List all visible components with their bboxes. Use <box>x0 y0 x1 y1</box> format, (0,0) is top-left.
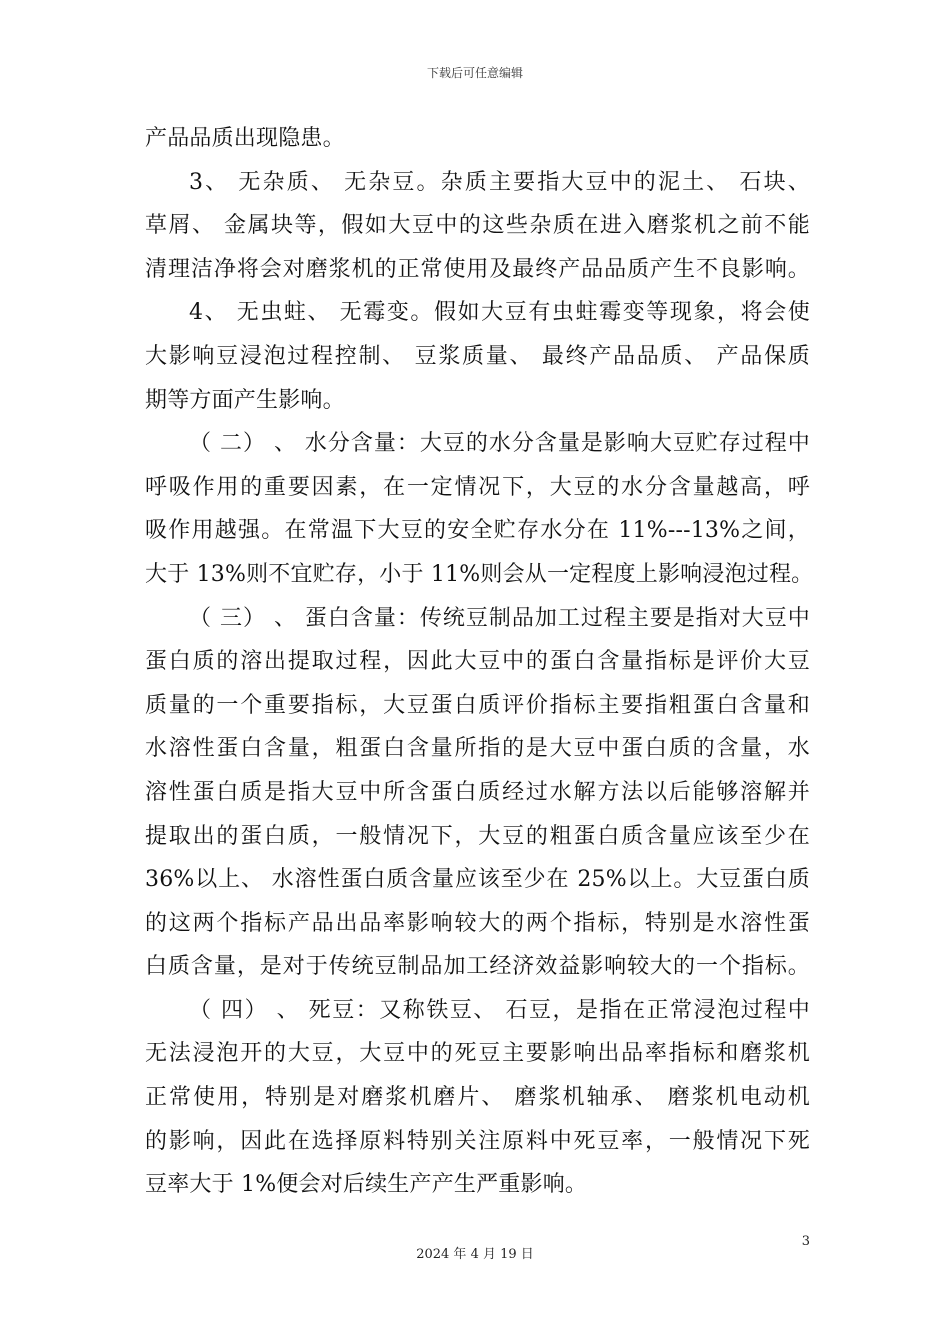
text-line: 清理洁净将会对磨浆机的正常使用及最终产品品质产生不良影响。 <box>145 256 810 282</box>
text-line: 提取出的蛋白质，一般情况下，大豆的粗蛋白质含量应该至少在 <box>145 823 810 849</box>
text-line: 呼吸作用的重要因素，在一定情况下，大豆的水分含量越高，呼 <box>145 474 810 500</box>
text-line: 蛋白质的溶出提取过程，因此大豆中的蛋白含量指标是评价大豆 <box>145 649 810 675</box>
page-header: 下载后可任意编辑 <box>426 66 523 80</box>
page-number: 3 <box>801 1234 810 1249</box>
text-line: （ 三） 、 蛋白含量：传统豆制品加工过程主要是指对大豆中 <box>189 605 810 631</box>
text-line: 4、 无虫蛀、 无霉变。假如大豆有虫蛀霉变等现象，将会使 <box>189 300 810 326</box>
text-line: 产品品质出现隐患。 <box>145 126 345 151</box>
text-line: 36%以上、 水溶性蛋白质含量应该至少在 25%以上。大豆蛋白质 <box>145 867 810 893</box>
text-line: 质量的一个重要指标，大豆蛋白质评价指标主要指粗蛋白含量和 <box>145 692 810 718</box>
text-line: 吸作用越强。在常温下大豆的安全贮存水分在 11%---13%之间， <box>145 518 810 544</box>
text-line: 的影响，因此在选择原料特别关注原料中死豆率，一般情况下死 <box>145 1128 810 1154</box>
text-line: 无法浸泡开的大豆，大豆中的死豆主要影响出品率指标和磨浆机 <box>145 1041 810 1067</box>
text-line: 水溶性蛋白含量，粗蛋白含量所指的是大豆中蛋白质的含量，水 <box>145 736 810 762</box>
text-line: 正常使用，特别是对磨浆机磨片、 磨浆机轴承、 磨浆机电动机 <box>145 1085 810 1111</box>
text-line: 草屑、 金属块等，假如大豆中的这些杂质在进入磨浆机之前不能 <box>145 213 810 239</box>
text-line: 大于 13%则不宜贮存，小于 11%则会从一定程度上影响浸泡过程。 <box>145 561 814 587</box>
body-text <box>145 117 814 1207</box>
text-line: 豆率大于 1%便会对后续生产产生严重影响。 <box>145 1172 588 1198</box>
text-line: 大影响豆浸泡过程控制、 豆浆质量、 最终产品品质、 产品保质 <box>145 343 810 369</box>
text-line: 期等方面产生影响。 <box>145 387 345 413</box>
text-line: 白质含量，是对于传统豆制品加工经济效益影响较大的一个指标。 <box>145 954 810 980</box>
page-footer-date: 2024 年 4 月 19 日 <box>416 1247 534 1262</box>
text-line: （ 四） 、 死豆：又称铁豆、 石豆，是指在正常浸泡过程中 <box>189 997 810 1023</box>
text-line: 3、 无杂质、 无杂豆。杂质主要指大豆中的泥土、 石块、 <box>189 169 810 195</box>
text-line: （ 二） 、 水分含量：大豆的水分含量是影响大豆贮存过程中 <box>189 431 810 457</box>
text-line: 的这两个指标产品出品率影响较大的两个指标，特别是水溶性蛋 <box>145 910 810 936</box>
text-line: 溶性蛋白质是指大豆中所含蛋白质经过水解方法以后能够溶解并 <box>145 779 810 805</box>
